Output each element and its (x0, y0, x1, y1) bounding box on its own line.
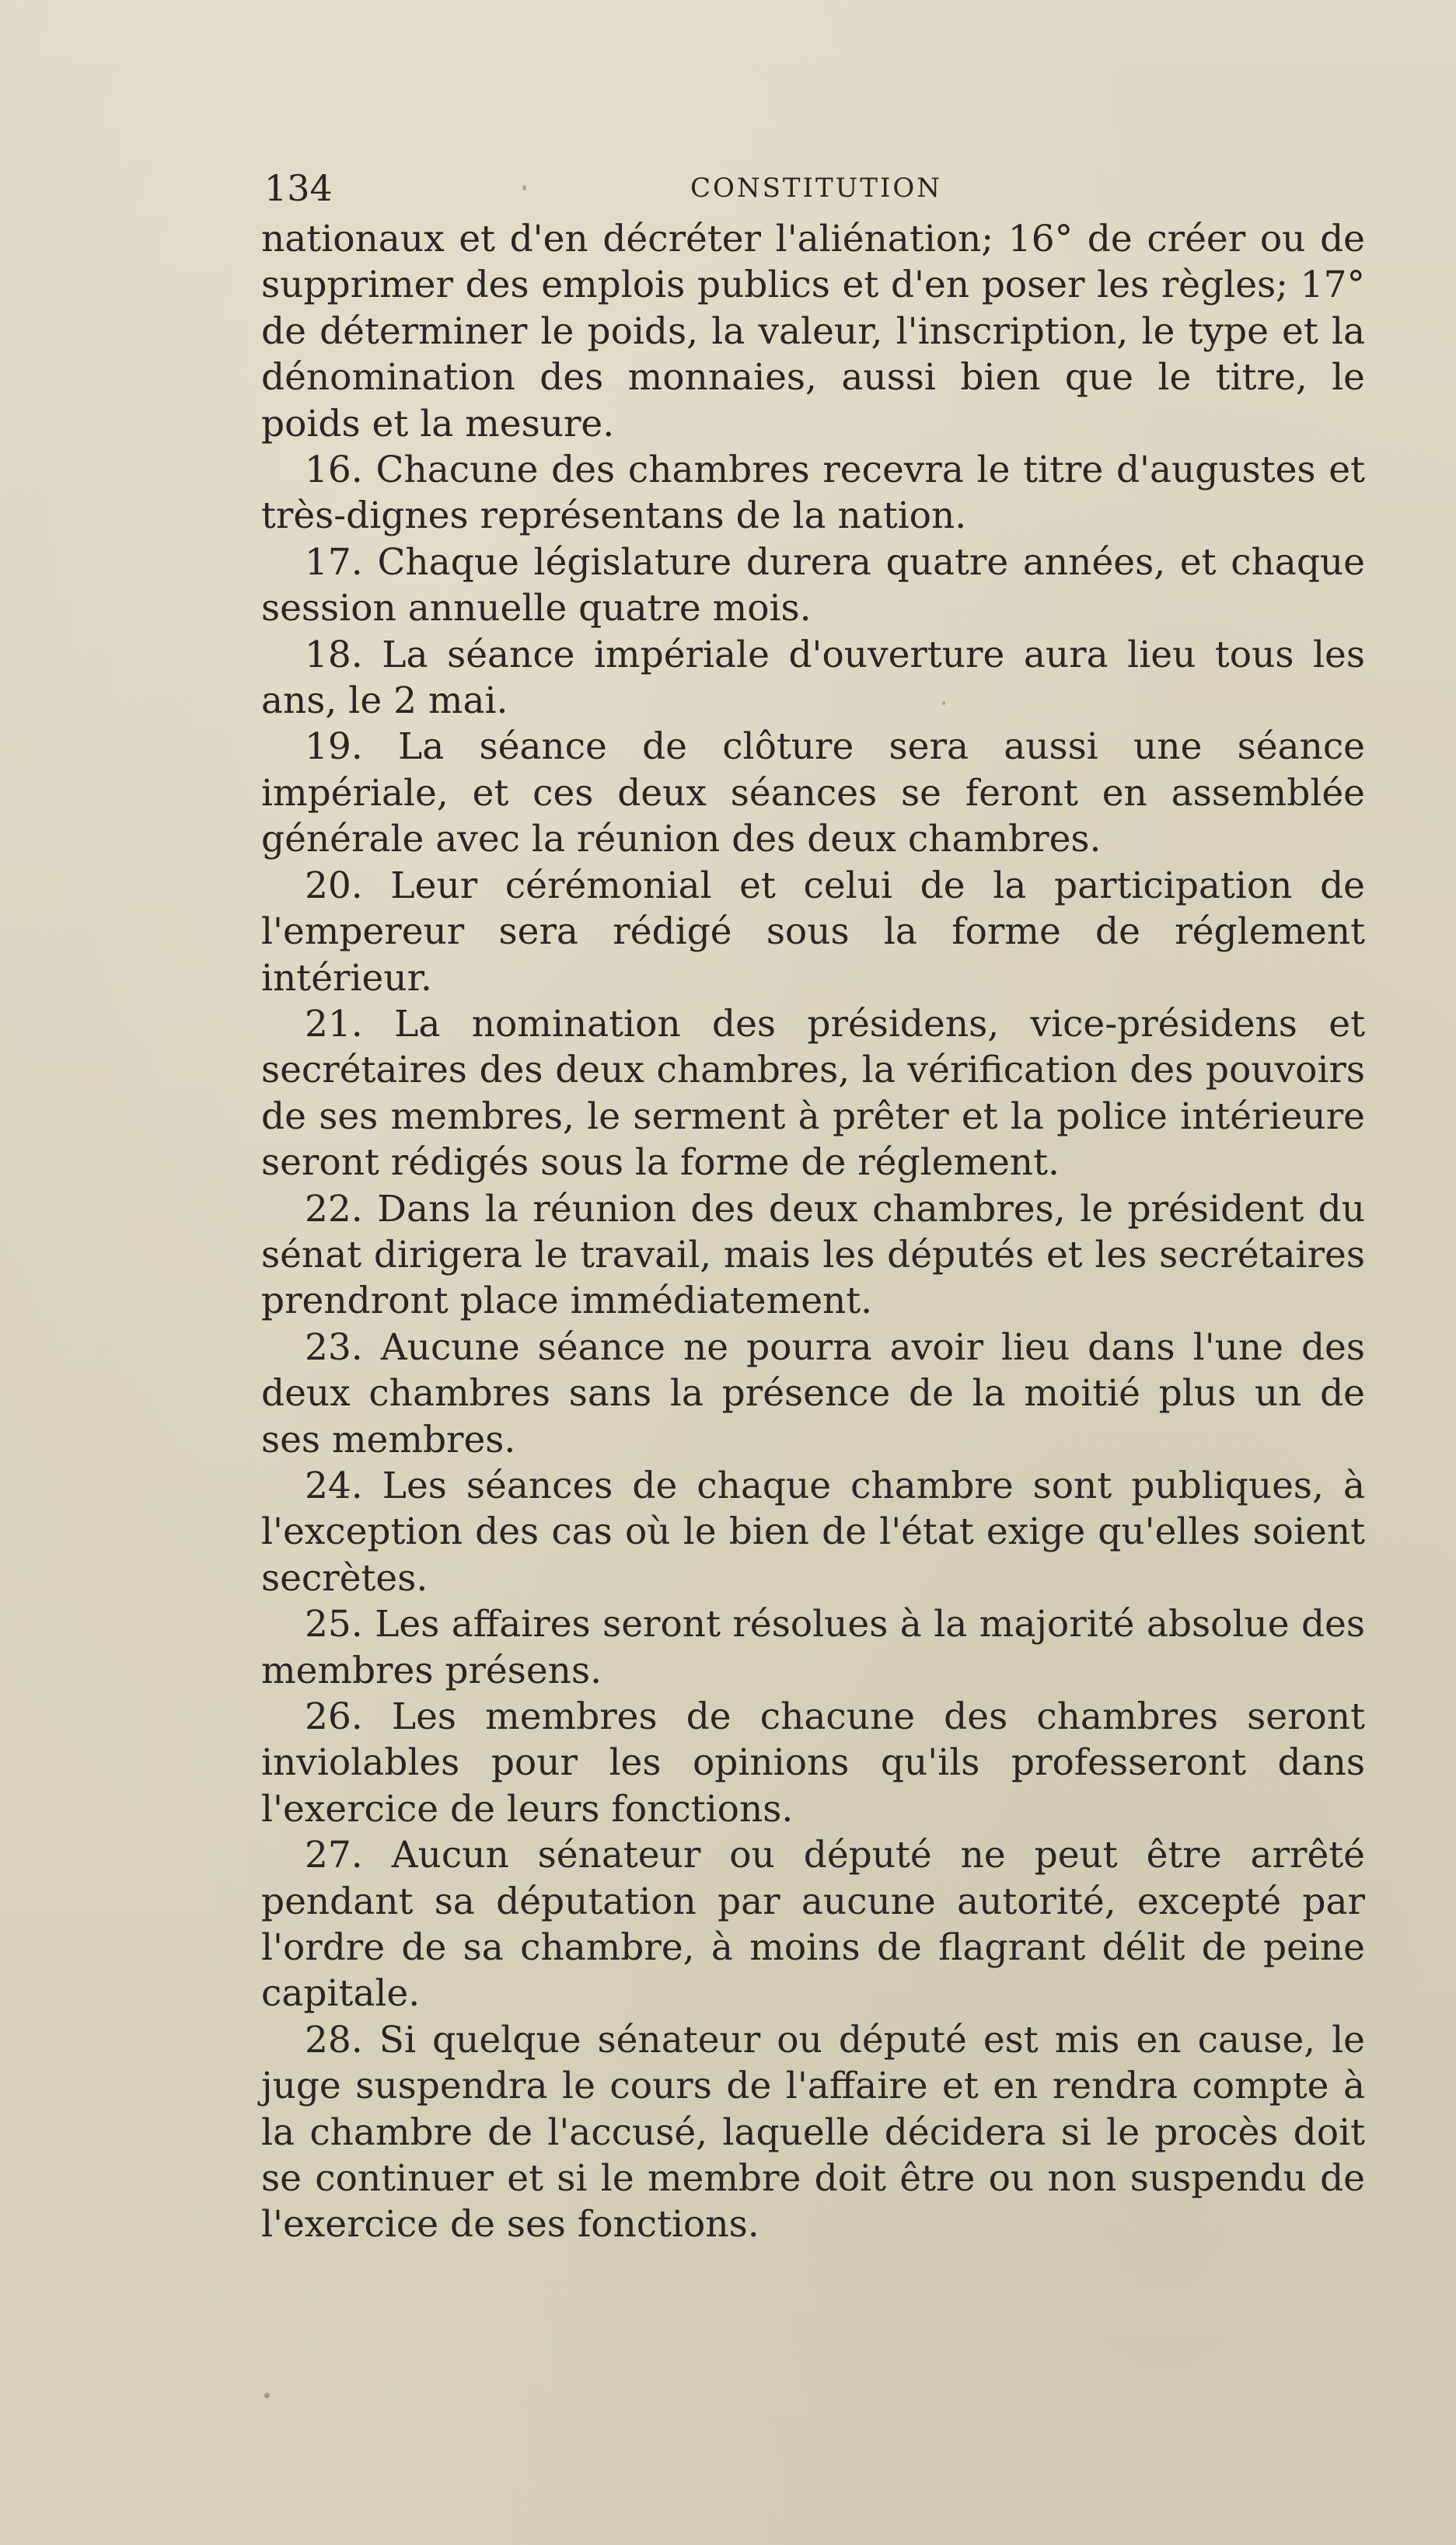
article-21: 21. La nomination des présidens, vice-présidens et secrétaires des deux chambres, la vérification des pouvoirs de ses membres, le serment à prêter et la police intérieure seront rédigés sous la forme de réglement. (261, 1002, 1365, 1185)
article-25: 25. Les affaires seront résolues à la majorité absolue des membres présens. (261, 1603, 1365, 1692)
paper-speck (942, 701, 945, 705)
article-24: 24. Les séances de chaque chambre sont publiques, à l'exception des cas où le bien de l'état exige qu'elles soient secrètes. (261, 1464, 1365, 1600)
paper-speck (264, 2393, 270, 2398)
paper-speck (522, 185, 526, 190)
paper-speck (348, 2231, 351, 2234)
article-19: 19. La séance de clôture sera aussi une séance impériale, et ces deux séances se feront en assemblée générale avec la réunion des deux chambres. (261, 725, 1365, 861)
running-head (264, 165, 1368, 211)
page-number: 134 (264, 167, 333, 209)
article-22: 22. Dans la réunion des deux chambres, le président du sénat dirigera le travail, mais les députés et les secrétaires prendront place immédiatement. (261, 1187, 1365, 1323)
article-18: 18. La séance impériale d'ouverture aura lieu tous les ans, le 2 mai. (261, 633, 1365, 723)
body-text (261, 216, 1365, 2248)
article-27: 27. Aucun sénateur ou député ne peut être arrêté pendant sa députation par aucune autorité, excepté par l'ordre de sa chambre, à moins de flagrant délit de peine capitale. (261, 1834, 1365, 2016)
article-26: 26. Les membres de chacune des chambres seront inviolables pour les opinions qu'ils professeront dans l'exercice de leurs fonctions. (261, 1695, 1365, 1831)
article-23: 23. Aucune séance ne pourra avoir lieu dans l'une des deux chambres sans la présence de la moitié plus un de ses membres. (261, 1325, 1365, 1461)
paragraph-continuation: nationaux et d'en décréter l'aliénation; 16° de créer ou de supprimer des emplois publics et d'en poser les règles; 17° de déterminer le poids, la valeur, l'inscription, le type et la dénomination des monnaies, aussi bien que le titre, le poids et la mesure. (261, 218, 1365, 445)
article-16: 16. Chacune des chambres recevra le titre d'augustes et très-dignes représentans de la nation. (261, 449, 1365, 538)
article-17: 17. Chaque législature durera quatre années, et chaque session annuelle quatre mois. (261, 540, 1365, 630)
article-20: 20. Leur cérémonial et celui de la participation de l'empereur sera rédigé sous la forme de réglement intérieur. (261, 864, 1365, 1000)
article-28: 28. Si quelque sénateur ou député est mis en cause, le juge suspendra le cours de l'affaire et en rendra compte à la chambre de l'accusé, laquelle décidera si le procès doit se continuer et si le membre doit être ou non suspendu de l'exercice de ses fonctions. (261, 2018, 1365, 2247)
running-title: CONSTITUTION (690, 173, 943, 204)
